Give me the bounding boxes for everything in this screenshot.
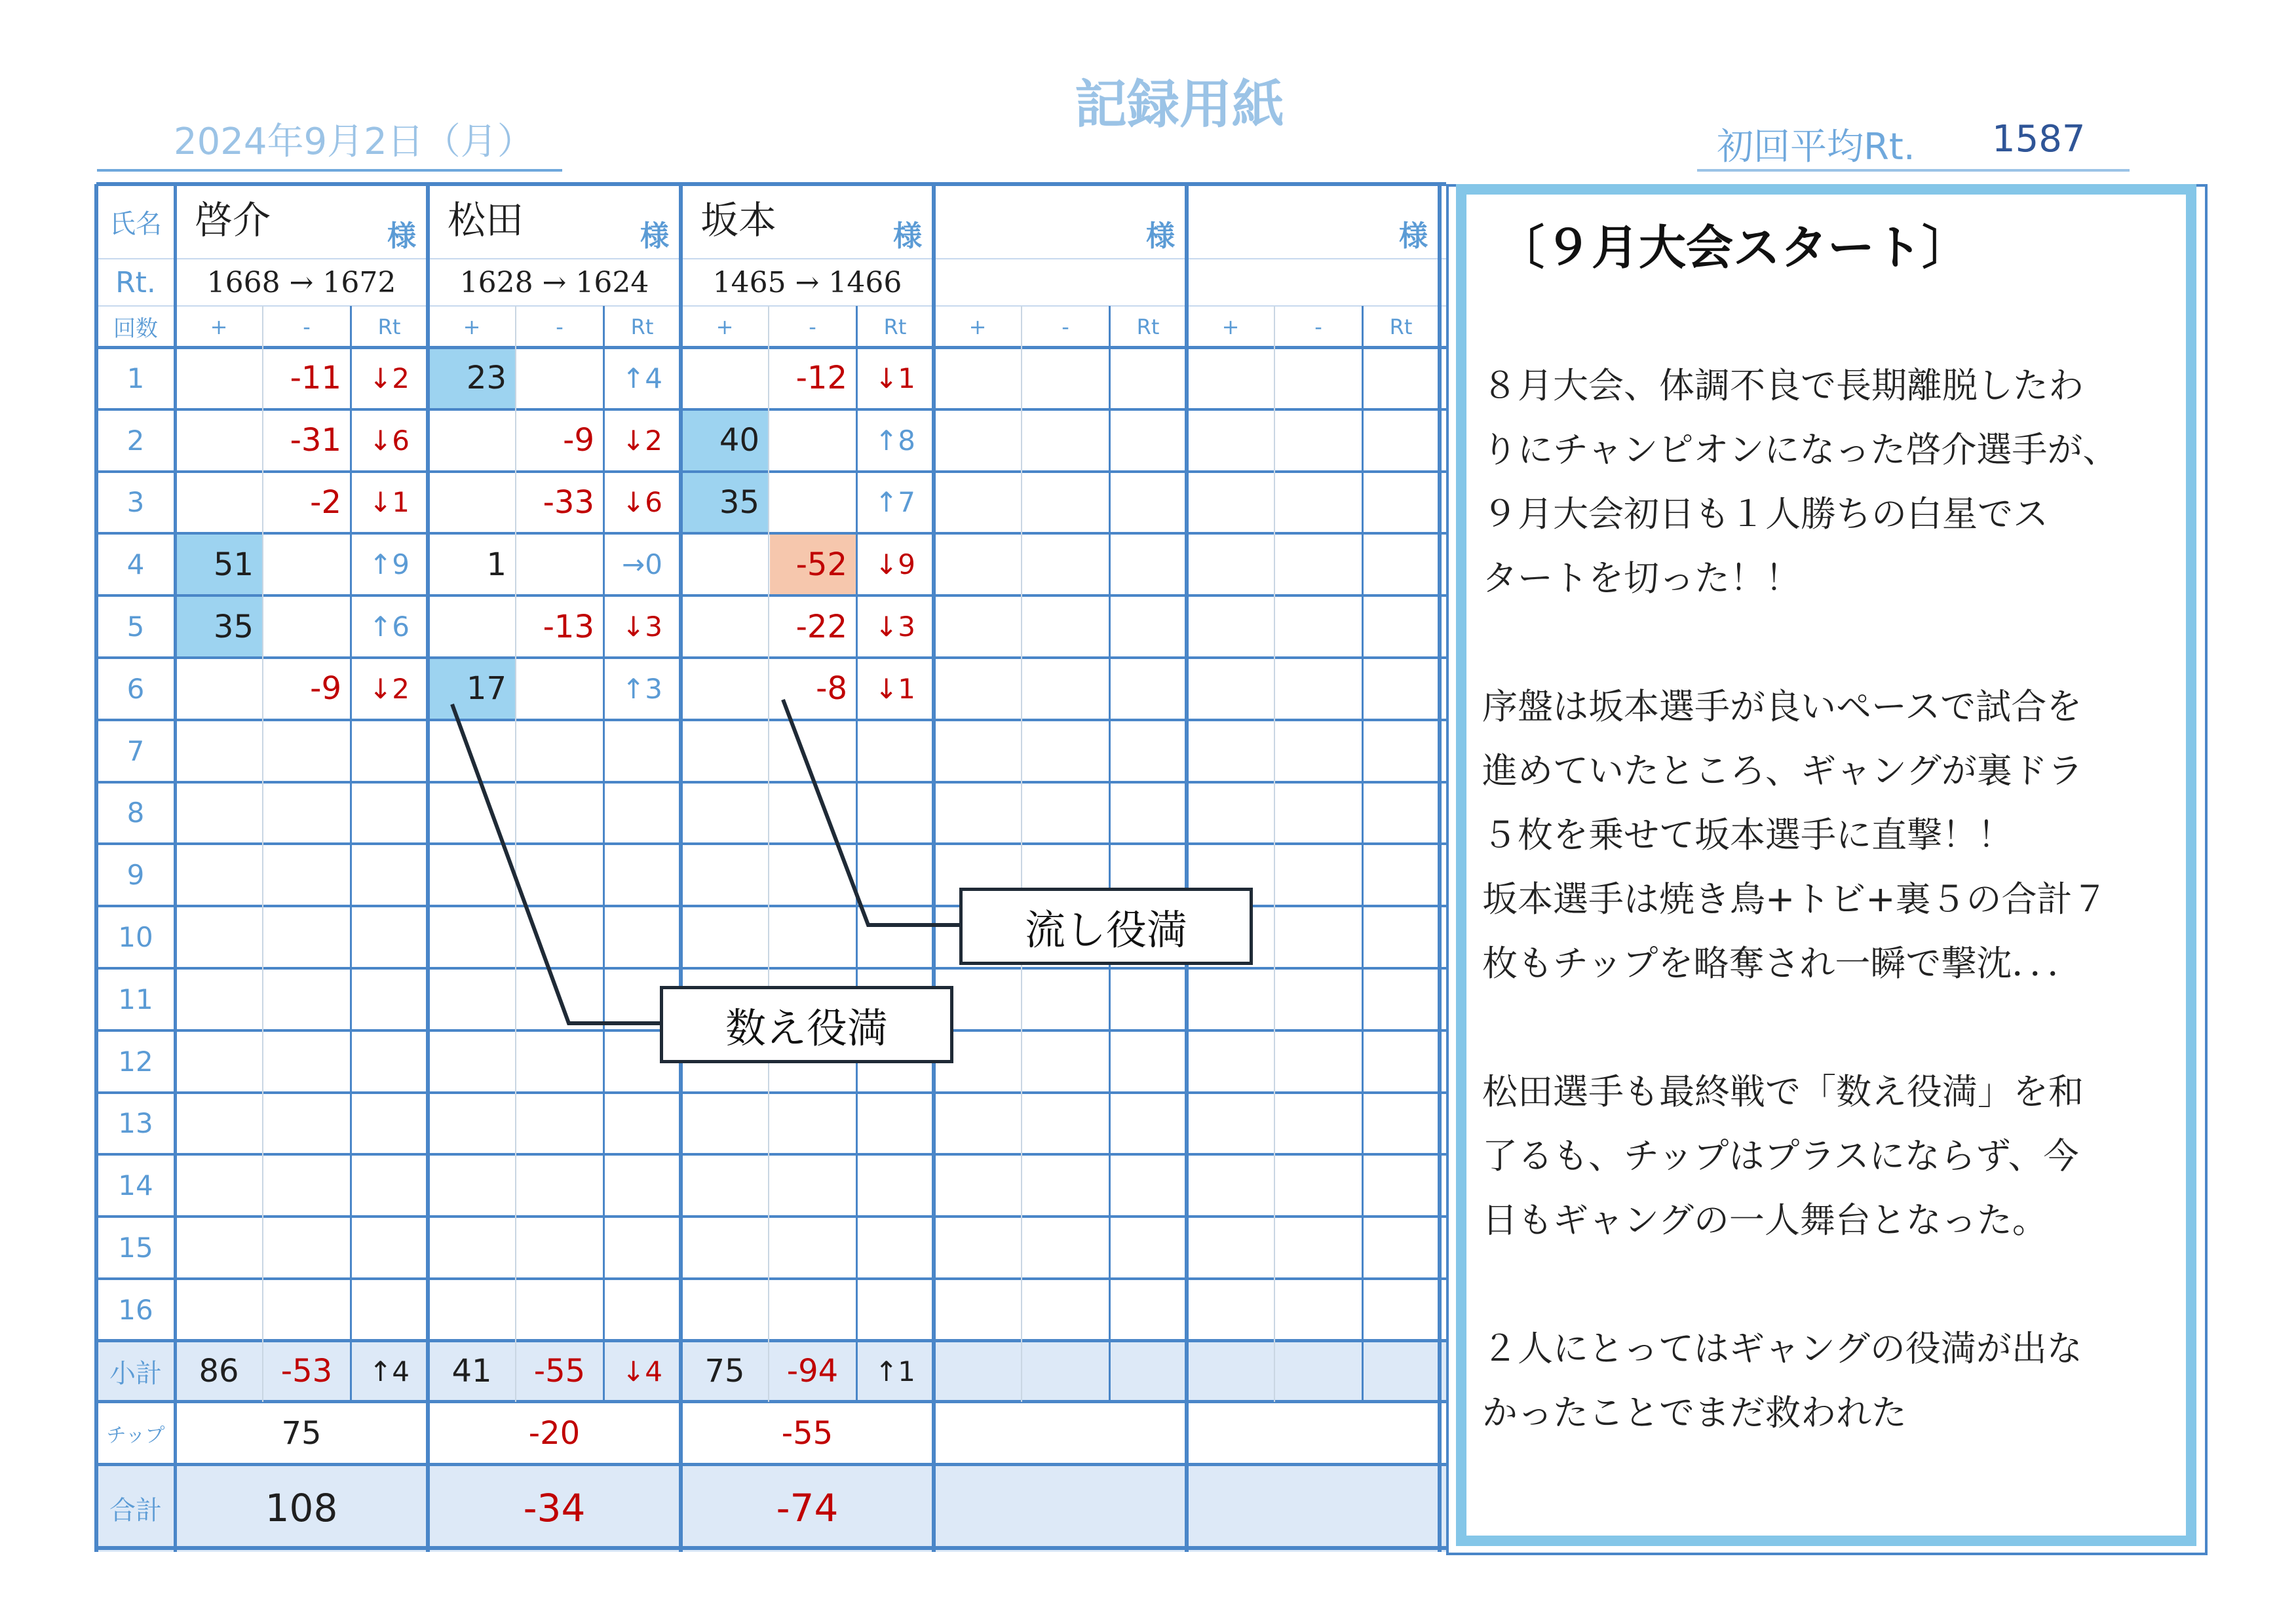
notes-line: 進めていたところ、ギャングが裏ドラ xyxy=(1482,750,2083,791)
round-number: 11 xyxy=(118,983,153,1015)
notes-line: 松田選手も最終戦で「数え役満」を和 xyxy=(1482,1071,2084,1112)
score-minus: -31 xyxy=(290,422,341,459)
subtotal-plus: 86 xyxy=(199,1353,239,1390)
score-minus: -13 xyxy=(543,608,594,645)
rt-change: ↓1 xyxy=(875,362,915,394)
rt-change: ↓1 xyxy=(369,486,410,519)
notes-line: 了るも、チップはプラスにならず、今 xyxy=(1482,1135,2079,1177)
col-header-minus: - xyxy=(1062,314,1069,339)
score-plus: 1 xyxy=(486,546,507,583)
score-minus: -22 xyxy=(795,608,847,645)
honorific-label: 様 xyxy=(1399,219,1428,253)
round-number: 7 xyxy=(126,734,145,767)
notes-line: 坂本選手は焼き鳥+トビ+裏５の合計７ xyxy=(1482,878,2108,920)
subtotal-rt: ↓4 xyxy=(622,1355,662,1388)
col-header-plus: + xyxy=(716,314,734,339)
player-name: 啓介 xyxy=(195,198,271,242)
round-number: 9 xyxy=(126,859,145,892)
subtotal-rt: ↑4 xyxy=(369,1355,410,1388)
col-header-rt: Rt xyxy=(1389,314,1413,339)
honorific-label: 様 xyxy=(387,219,416,253)
subtotal-plus: 41 xyxy=(451,1353,492,1390)
rt-change: ↓2 xyxy=(622,424,662,457)
player-rating: 1465 → 1466 xyxy=(712,265,902,299)
col-header-plus: + xyxy=(210,314,228,339)
round-number: 16 xyxy=(118,1293,153,1326)
callout-kazoe-yakuman: 数え役満 xyxy=(660,986,953,1063)
notes-line: 枚もチップを略奪され一瞬で撃沈．．． xyxy=(1482,943,2083,984)
row-label-rt: Rt. xyxy=(115,265,156,299)
round-number: 5 xyxy=(126,611,145,643)
round-number: 15 xyxy=(118,1232,153,1264)
col-header-minus: - xyxy=(1314,314,1322,339)
score-minus: -11 xyxy=(290,360,341,397)
player-rating: 1628 → 1624 xyxy=(459,265,649,299)
round-number: 2 xyxy=(126,424,145,457)
col-header-rt: Rt xyxy=(1136,314,1160,339)
col-header-rt: Rt xyxy=(630,314,654,339)
col-header-plus: + xyxy=(463,314,481,339)
score-plus: 35 xyxy=(213,608,254,645)
total-value: -34 xyxy=(523,1486,586,1531)
score-minus: -2 xyxy=(310,483,341,521)
callout-nagashi-yakuman: 流し役満 xyxy=(959,888,1253,965)
score-minus: -9 xyxy=(563,422,594,459)
rt-change: ↑4 xyxy=(622,362,662,394)
chip-value: -55 xyxy=(781,1414,833,1452)
subtotal-minus: -94 xyxy=(786,1353,839,1390)
honorific-label: 様 xyxy=(893,219,922,253)
score-minus: -33 xyxy=(543,483,594,521)
total-value: -74 xyxy=(776,1486,839,1531)
row-label-total: 合計 xyxy=(109,1495,162,1526)
rt-change: ↑3 xyxy=(622,672,662,705)
notes-line: 序盤は坂本選手が良いペースで試合を xyxy=(1482,686,2082,727)
score-plus: 23 xyxy=(466,360,507,397)
subtotal-plus: 75 xyxy=(704,1353,745,1390)
honorific-label: 様 xyxy=(1146,219,1175,253)
score-minus: -12 xyxy=(795,360,847,397)
player-name: 松田 xyxy=(448,198,524,242)
round-number: 3 xyxy=(126,486,145,519)
chip-value: 75 xyxy=(281,1414,322,1452)
rt-change: ↓3 xyxy=(622,611,662,643)
notes-title: 〔９月大会スタート〕 xyxy=(1497,220,1970,275)
round-number: 6 xyxy=(126,672,145,705)
subtotal-minus: -53 xyxy=(280,1353,333,1390)
notes-line: タートを切った！！ xyxy=(1482,557,1801,599)
score-plus: 51 xyxy=(213,546,254,583)
row-label-subtotal: 小計 xyxy=(109,1358,162,1389)
col-header-rt: Rt xyxy=(883,314,907,339)
rt-change: ↓2 xyxy=(369,362,410,394)
round-number: 1 xyxy=(126,362,145,394)
rt-change: ↑6 xyxy=(369,611,410,643)
notes-line: ５枚を乗せて坂本選手に直撃！！ xyxy=(1482,814,2013,856)
initial-average-label: 初回平均Rt. xyxy=(1717,126,1915,168)
round-number: 14 xyxy=(118,1169,153,1202)
col-header-minus: - xyxy=(809,314,816,339)
rt-change: ↑9 xyxy=(369,548,410,581)
notes-line: ８月大会、体調不良で長期離脱したわ xyxy=(1482,365,2084,406)
subtotal-rt: ↑1 xyxy=(875,1355,915,1388)
callout-line-nagashi xyxy=(783,700,963,925)
rt-change: ↑7 xyxy=(875,486,915,519)
row-label-name: 氏名 xyxy=(109,208,162,239)
notes-line: かったことでまだ救われた xyxy=(1482,1392,1907,1433)
player-rating: 1668 → 1672 xyxy=(206,265,396,299)
rt-change: ↓6 xyxy=(369,424,410,457)
notes-line: ２人にとってはギャングの役満が出な xyxy=(1482,1328,2082,1369)
page-title: 記録用紙 xyxy=(1075,74,1284,135)
notes-line: ９月大会初日も１人勝ちの白星でス xyxy=(1482,493,2048,535)
round-number: 10 xyxy=(118,921,153,954)
rt-change: ↓9 xyxy=(875,548,915,581)
col-header-rt: Rt xyxy=(377,314,401,339)
rt-change: ↓3 xyxy=(875,611,915,643)
honorific-label: 様 xyxy=(640,219,669,253)
player-name: 坂本 xyxy=(700,198,777,242)
rt-change: ↓6 xyxy=(622,486,662,519)
total-value: 108 xyxy=(265,1486,338,1531)
rt-change: ↓1 xyxy=(875,672,915,705)
row-label-chip: チップ xyxy=(106,1424,165,1447)
score-plus: 40 xyxy=(719,422,759,459)
notes-line: 日もギャングの一人舞台となった。 xyxy=(1482,1199,2048,1241)
round-number: 13 xyxy=(118,1107,153,1140)
score-plus: 17 xyxy=(466,670,507,708)
round-number: 8 xyxy=(126,797,145,829)
col-header-plus: + xyxy=(1221,314,1240,339)
round-number: 4 xyxy=(126,548,145,581)
score-minus: -52 xyxy=(795,546,847,583)
row-label-round: 回数 xyxy=(113,316,158,342)
chip-value: -20 xyxy=(528,1414,581,1452)
rt-change: ↓2 xyxy=(369,672,410,705)
callout-line-kazoe xyxy=(452,704,662,1023)
score-plus: 35 xyxy=(719,483,759,521)
initial-average-value: 1587 xyxy=(1992,118,2086,161)
col-header-plus: + xyxy=(968,314,987,339)
date-label: 2024年9月2日（月） xyxy=(174,121,534,163)
subtotal-minus: -55 xyxy=(533,1353,586,1390)
col-header-minus: - xyxy=(303,314,311,339)
score-minus: -9 xyxy=(310,670,341,708)
notes-line: りにチャンピオンになった啓介選手が、 xyxy=(1482,429,2118,470)
rt-change: ↑8 xyxy=(875,424,915,457)
score-minus: -8 xyxy=(816,670,847,708)
col-header-minus: - xyxy=(556,314,564,339)
round-number: 12 xyxy=(118,1045,153,1078)
rt-change: →0 xyxy=(622,548,662,581)
